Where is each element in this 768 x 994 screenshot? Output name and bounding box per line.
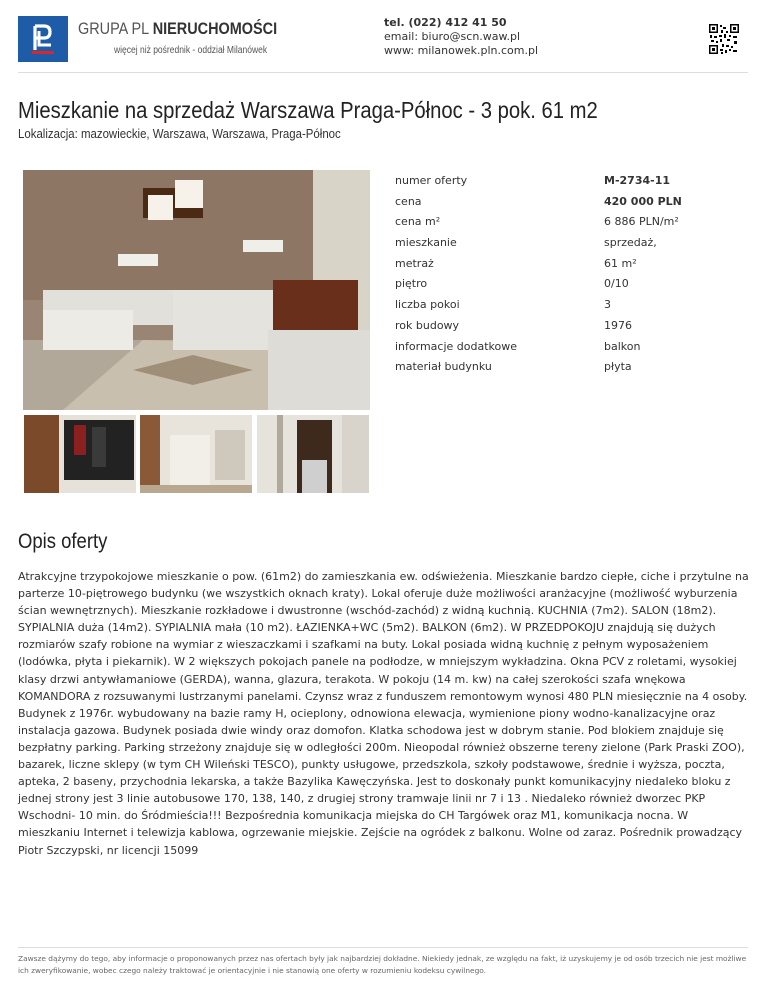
contact-email[interactable]: email: biuro@scn.waw.pl <box>384 30 521 43</box>
thumbnail-photo[interactable] <box>257 415 369 493</box>
spec-row <box>385 273 748 294</box>
spec-label: cena <box>395 194 422 208</box>
contact-www[interactable]: www: milanowek.pln.com.pl <box>384 44 539 57</box>
description-title: Opis oferty <box>18 530 108 553</box>
header-divider <box>18 72 748 73</box>
spec-label: cena m² <box>395 215 441 229</box>
header <box>0 0 768 72</box>
description-text: Atrakcyjne trzypokojowe mieszkanie o pow. (61m2) do zamieszkania ew. odświeżenia. Mieszkanie bardzo ciepłe, ciche i przytulne na parterze 10-piętrowego budynku (we wszystkich oknach kraty). Lokal oferuje duże możliwości aranżacyjne (możliwość wyburzenia ścian wewnętrznych). Mieszkanie rozkładowe i dwustronne (wschód-zachód) z widną kuchnią. KUCHNIA (7m2). SALON (18m2). SYPIALNIA duża (14m2). SYPIALNIA mała (10 m2). ŁAZIENKA+WC (5m2). BALKON (6m2). W PRZEDPOKOJU znajdują się dużych rozmiarów szafy robione na wymiar z wieszaczkami i szafkami na buty. Lokal posiada widną kuchnię z pełnym wyposażeniem (lodówka, płyta i piekarnik). W 2 większych pokojach panele na podłodze, w mniejszym wykładzina. Okna PCV z roletami, wysokiej klasy drzwi antywłamaniowe (GERDA), wanna, glazura, terakota. W pokoju (14 m. kw) na całej szerokości szafa wnękowa KOMANDORA z rozsuwanymi lustrzanymi panelami. Czynsz wraz z funduszem remontowym wynosi 480 PLN miesięcznie na 4 osoby. Budynek z 1976r. wybudowany na bazie ramy H, ocieplony, odnowiona elewacja, wymienione piony wodno-kanalizacyjne oraz instalacja gazowa. Budynek posiada dwie windy oraz domofon. Klatka schodowa jest w dobrym stanie. Pod blokiem znajduje się bezpłatny parking. Parking strzeżony znajduje się w odległości 200m. Nieopodal również obszerne tereny zielone (Park Praski ZOO), bazarek, liczne sklepy (w tym CH Wileński TESCO), punkty usługowe, przedszkola, szkoły podstawowe, średnie i wyższa, poczta, apteka, 2 baseny, przychodnia lekarska, a także Bazylika Kawęczyńska. Jest to doskonały punkt komunikacyjny niedaleko bloku z jednej strony jest 3 linie autobusowe 170, 138, 140, z drugiej strony tramwaje linii nr 7 i 13 . Niedaleko również dworzec PKP Wschodni- 10 min. do Śródmieścia!!! Bezpośrednia komunikacja miejska do CH Targówek oraz M1, komunikacja nocna. W mieszkaniu Internet i telewizja kablowa, ogrzewanie miejskie. Zejście na ogródek z balkonu. Wolne od zaraz. Pośrednik prowadzący Piotr Szczypski, nr licencji 15099 <box>18 570 749 857</box>
spec-value: 0/10 <box>604 277 629 291</box>
spec-row <box>385 211 748 232</box>
spec-value: 3 <box>604 298 611 312</box>
thumbnail-photo[interactable] <box>24 415 136 493</box>
spec-row <box>385 336 748 357</box>
thumbnail-photo[interactable] <box>140 415 252 493</box>
brand-name: GRUPA PL NIERUCHOMOŚCI <box>78 19 278 38</box>
spec-row <box>385 315 748 336</box>
listing-location: Lokalizacja: mazowieckie, Warszawa, Warszawa, Praga-Północ <box>18 126 341 141</box>
footer-disclaimer: Zawsze dążymy do tego, aby informacje o proponowanych przez nas ofertach były jak najbardziej dokładne. Niekiedy jednak, ze względu na fakt, iż uzyskujemy je od osób trzecich nie jest możliwe ich zweryfikowanie, wobec czego należy traktować je orientacyjnie i nie stanowią one oferty w rozumieniu kodeksu cywilnego. <box>18 954 747 975</box>
spec-value: balkon <box>604 339 641 353</box>
spec-label: metraż <box>395 256 434 270</box>
offer-specs-table <box>385 170 748 377</box>
spec-row <box>385 253 748 274</box>
pl-logo-icon[interactable] <box>18 16 68 62</box>
contact-tel[interactable]: tel. (022) 412 41 50 <box>384 16 507 29</box>
contact-info <box>384 16 538 58</box>
spec-value: 1976 <box>604 318 632 332</box>
spec-row <box>385 356 748 377</box>
spec-value: M-2734-11 <box>604 174 670 187</box>
brand-subtitle: więcej niż pośrednik - oddział Milanówek <box>114 45 268 56</box>
spec-label: mieszkanie <box>395 236 457 250</box>
spec-label: materiał budynku <box>395 360 492 374</box>
spec-label: informacje dodatkowe <box>395 339 518 353</box>
spec-value: 61 m² <box>604 256 637 270</box>
spec-row <box>385 191 748 212</box>
main-photo[interactable] <box>23 170 370 410</box>
spec-value: 6 886 PLN/m² <box>604 215 679 229</box>
listing-title: Mieszkanie na sprzedaż Warszawa Praga-Północ - 3 pok. 61 m2 <box>18 97 598 123</box>
footer-divider <box>18 947 748 948</box>
spec-value: płyta <box>604 360 632 374</box>
spec-row <box>385 170 748 191</box>
spec-value: 420 000 PLN <box>604 194 682 208</box>
qr-code-icon <box>709 24 739 54</box>
spec-value: sprzedaż, <box>604 236 657 250</box>
spec-label: piętro <box>395 277 428 291</box>
spec-label: liczba pokoi <box>395 298 460 312</box>
spec-row <box>385 294 748 315</box>
spec-label: numer oferty <box>395 174 468 187</box>
spec-row <box>385 232 748 253</box>
spec-label: rok budowy <box>395 318 460 332</box>
